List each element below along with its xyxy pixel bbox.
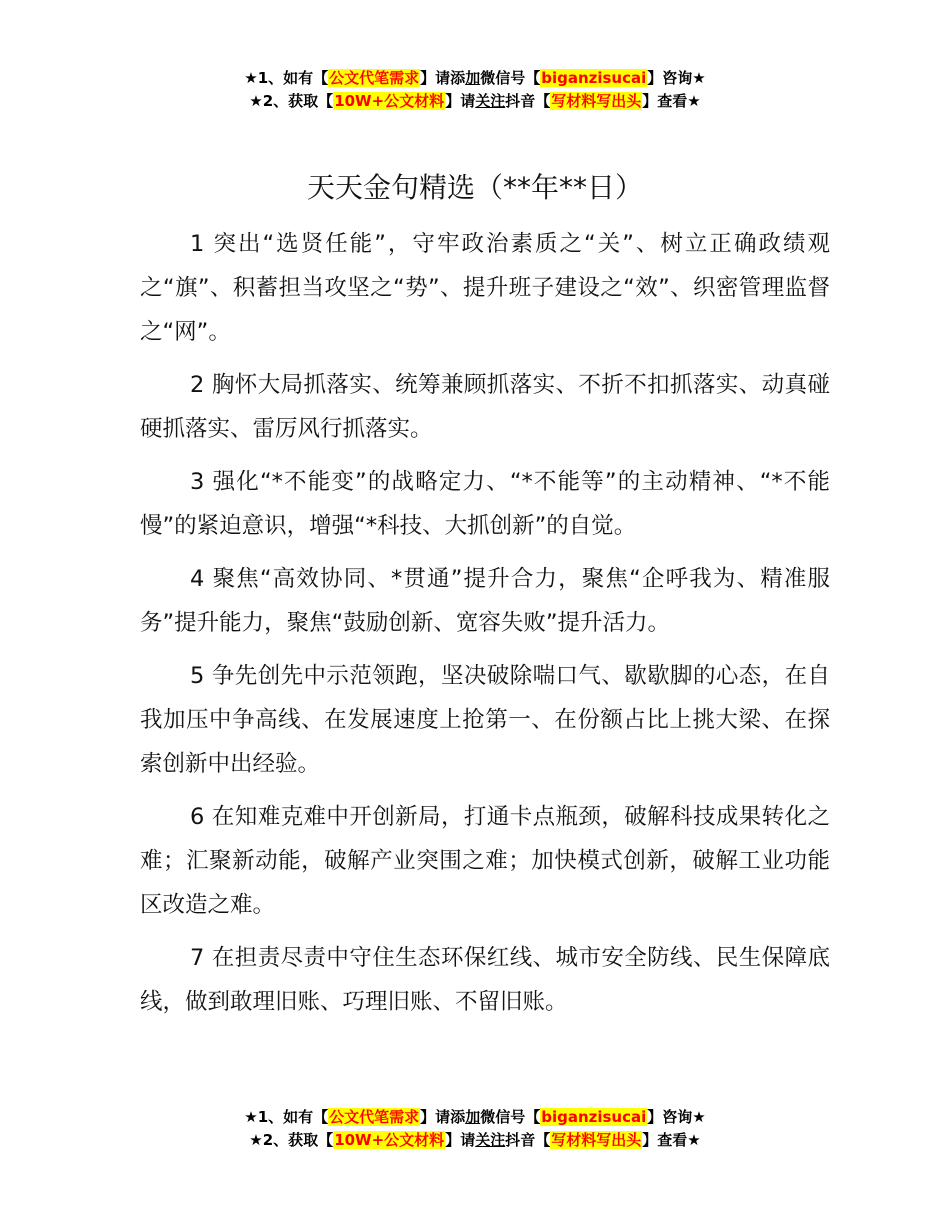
banner-text: 】查看★ <box>642 1131 701 1149</box>
banner-text: ★2、获取【 <box>249 92 334 110</box>
footer-banner <box>0 1106 950 1152</box>
banner-text: 】请添 <box>420 1108 466 1126</box>
footer-banner-line-1 <box>0 1106 950 1129</box>
header-banner-line-2 <box>0 90 950 113</box>
quote-paragraph-5: 5 争先创先中示范领跑，坚决破除喘口气、歇歇脚的心态，在自我加压中争高线、在发展速度上抢第一、在份额占比上挑大梁、在探索创新中出经验。 <box>140 663 830 777</box>
quote-paragraph-7: 7 在担责尽责中守住生态环保红线、城市安全防线、民生保障底线，做到敢理旧账、巧理旧账、不留旧账。 <box>140 945 830 1015</box>
banner-text: 】请添 <box>420 69 466 87</box>
banner-underlined-text: 关注 <box>475 92 506 110</box>
banner-text: 微信号【 <box>480 69 541 87</box>
document-title: 天天金句精选（**年**日） <box>306 171 643 204</box>
banner-underlined-text: 加 <box>465 69 481 87</box>
header-banner <box>0 67 950 113</box>
banner-underlined-text: 关注 <box>475 1131 506 1149</box>
banner-text: 微信号【 <box>480 1108 541 1126</box>
banner-highlight: 10W+公文材料 <box>334 92 445 110</box>
banner-underlined-text: 加 <box>465 1108 481 1126</box>
banner-text: 】请 <box>445 92 476 110</box>
footer-banner-line-2 <box>0 1129 950 1152</box>
quote-paragraph-3: 3 强化“*不能变”的战略定力、“*不能等”的主动精神、“*不能慢”的紧迫意识，增强“*科技、大抓创新”的自觉。 <box>140 469 830 539</box>
banner-text: ★1、如有【 <box>244 69 329 87</box>
banner-highlight: biganzisucai <box>541 69 647 87</box>
document-body <box>140 222 830 1033</box>
banner-text: 】咨询★ <box>647 1108 706 1126</box>
banner-highlight: 公文代笔需求 <box>329 1108 420 1126</box>
banner-highlight: 10W+公文材料 <box>334 1131 445 1149</box>
banner-text: ★1、如有【 <box>244 1108 329 1126</box>
banner-text: 】请 <box>445 1131 476 1149</box>
quote-paragraph-2: 2 胸怀大局抓落实、统筹兼顾抓落实、不折不扣抓落实、动真碰硬抓落实、雷厉风行抓落实。 <box>140 372 830 442</box>
banner-text: 】查看★ <box>642 92 701 110</box>
banner-text: 抖音【 <box>505 1131 551 1149</box>
banner-highlight: biganzisucai <box>541 1108 647 1126</box>
quote-paragraph-4: 4 聚焦“高效协同、*贯通”提升合力，聚焦“企呼我为、精准服务”提升能力，聚焦“鼓励创新、宽容失败”提升活力。 <box>140 566 830 636</box>
quote-paragraph-6: 6 在知难克难中开创新局，打通卡点瓶颈，破解科技成果转化之难；汇聚新动能，破解产业突围之难；加快模式创新，破解工业功能区改造之难。 <box>140 804 830 918</box>
quote-paragraph-1: 1 突出“选贤任能”，守牢政治素质之“关”、树立正确政绩观之“旗”、积蓄担当攻坚之“势”、提升班子建设之“效”、织密管理监督之“网”。 <box>140 231 830 345</box>
header-banner-line-1 <box>0 67 950 90</box>
banner-text: 】咨询★ <box>647 69 706 87</box>
banner-highlight: 写材料写出头 <box>551 92 642 110</box>
banner-highlight: 写材料写出头 <box>551 1131 642 1149</box>
banner-text: ★2、获取【 <box>249 1131 334 1149</box>
banner-text: 抖音【 <box>505 92 551 110</box>
banner-highlight: 公文代笔需求 <box>329 69 420 87</box>
